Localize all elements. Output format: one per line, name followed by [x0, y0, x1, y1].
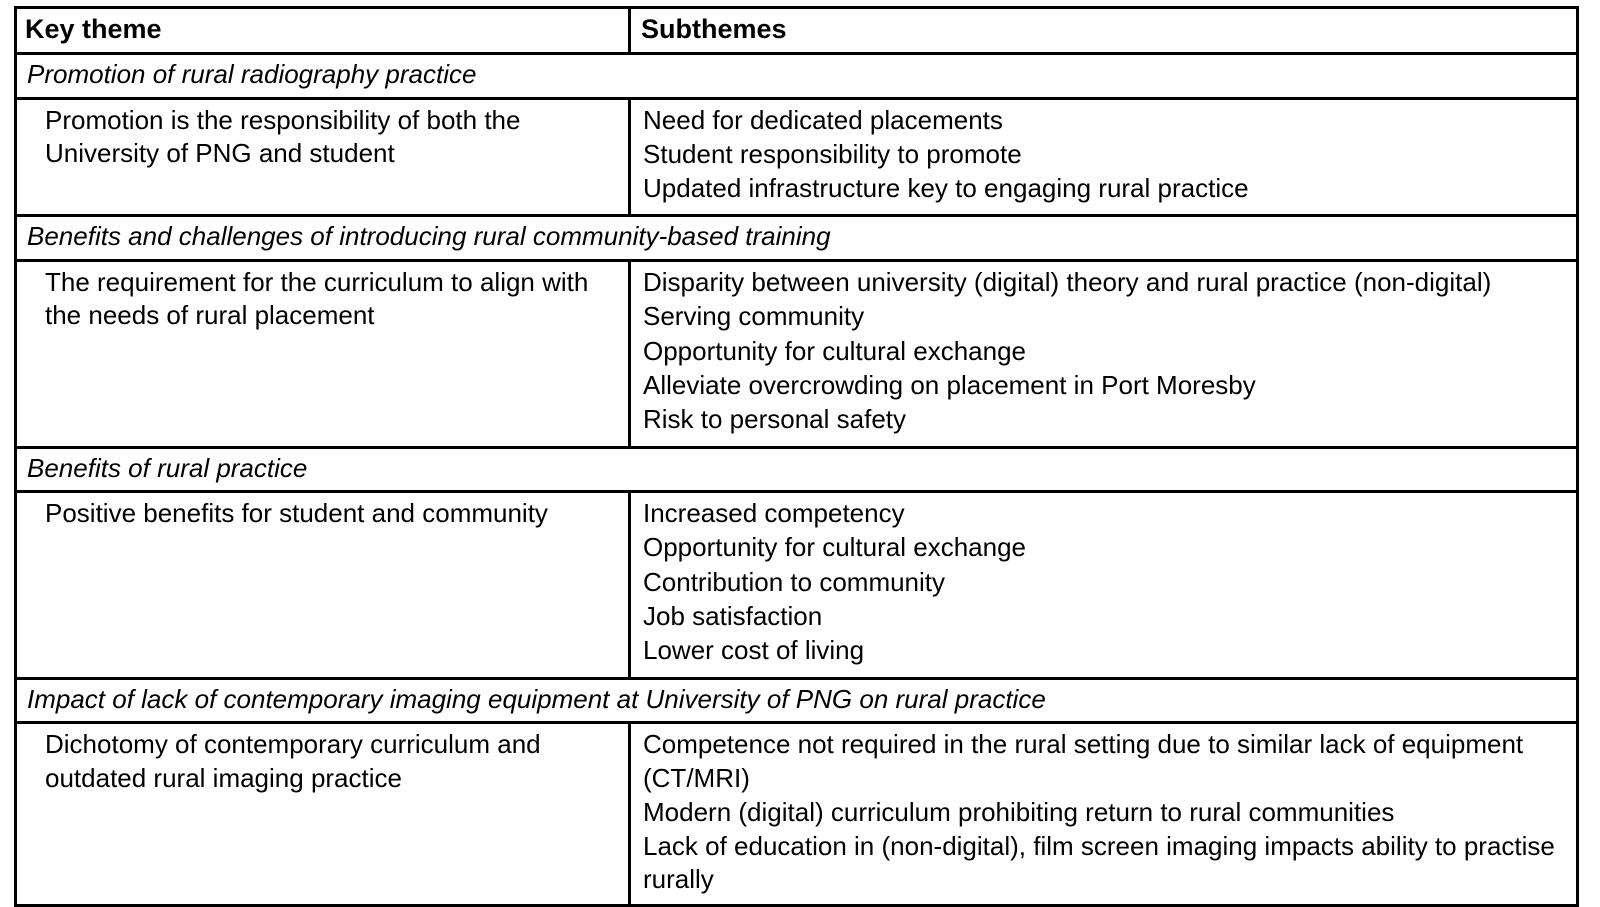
list-item: Modern (digital) curriculum prohibiting return to rural communities	[643, 796, 1395, 827]
subtheme-list	[643, 266, 1566, 436]
list-item: Lower cost of living	[643, 635, 865, 666]
table-row	[16, 261, 1578, 447]
list-item: Updated infrastructure key to engaging rural practice	[643, 173, 1249, 204]
list-item: Student responsibility to promote	[643, 138, 1022, 169]
subthemes-cell	[630, 723, 1578, 905]
theme-title: Promotion of rural radiography practice	[16, 53, 1578, 98]
list-item: Competence not required in the rural setting due to similar lack of equipment (CT/MRI)	[643, 729, 1524, 793]
subtheme-list	[643, 728, 1566, 896]
subthemes-cell	[630, 492, 1578, 678]
key-theme-cell: The requirement for the curriculum to align with the needs of rural placement	[45, 267, 589, 331]
theme-row	[16, 678, 1578, 723]
key-theme-cell: Promotion is the responsibility of both the University of PNG and student	[45, 104, 521, 168]
list-item: Risk to personal safety	[643, 404, 907, 435]
subthemes-cell	[630, 98, 1578, 216]
list-item: Need for dedicated placements	[643, 104, 1003, 135]
theme-title: Impact of lack of contemporary imaging equipment at University of PNG on rural practice	[16, 678, 1578, 723]
column-header-subthemes: Subthemes	[630, 8, 1578, 54]
list-item: Increased competency	[643, 498, 905, 529]
table-header-row	[16, 8, 1578, 54]
list-item: Opportunity for cultural exchange	[643, 335, 1026, 366]
theme-row	[16, 216, 1578, 261]
theme-row	[16, 447, 1578, 492]
theme-title: Benefits of rural practice	[16, 447, 1578, 492]
list-item: Contribution to community	[643, 566, 946, 597]
key-theme-cell: Positive benefits for student and community	[45, 498, 548, 529]
key-theme-cell: Dichotomy of contemporary curriculum and outdated rural imaging practice	[45, 729, 541, 793]
theme-row	[16, 53, 1578, 98]
themes-table	[14, 6, 1579, 907]
list-item: Serving community	[643, 301, 865, 332]
list-item: Opportunity for cultural exchange	[643, 532, 1026, 563]
list-item: Lack of education in (non-digital), film screen imaging impacts ability to practise rurally	[643, 831, 1555, 895]
list-item: Disparity between university (digital) theory and rural practice (non-digital)	[643, 267, 1492, 298]
list-item: Job satisfaction	[643, 601, 823, 632]
table-row	[16, 723, 1578, 905]
table-row	[16, 98, 1578, 216]
column-header-key-theme: Key theme	[16, 8, 630, 54]
subtheme-list	[643, 104, 1566, 206]
table-row	[16, 492, 1578, 678]
subthemes-cell	[630, 261, 1578, 447]
theme-title: Benefits and challenges of introducing rural community-based training	[16, 216, 1578, 261]
list-item: Alleviate overcrowding on placement in Port Moresby	[643, 369, 1256, 400]
subtheme-list	[643, 497, 1566, 667]
